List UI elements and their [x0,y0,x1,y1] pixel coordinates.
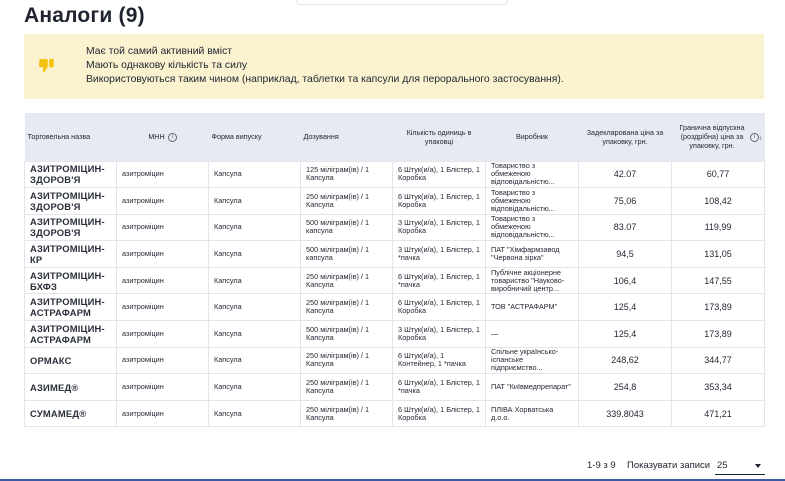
cell-dose: 250 міліграм(ів) / 1 Капсула [301,400,393,427]
table-row[interactable] [25,374,765,401]
col-header-inn[interactable]: МНН i [117,113,209,161]
cell-declared-price: 254,8 [579,374,672,401]
cell-form: Капсула [209,294,301,321]
cell-name: АЗИТРОМІЦИН-КР [25,241,117,268]
cell-declared-price: 125,4 [579,294,672,321]
cell-maker: Товариство з обмеженою відповідальністю... [486,161,579,188]
analogs-table [24,113,765,427]
cell-max-price: 131,05 [672,241,765,268]
info-line: Має той самий активний вміст [86,46,233,57]
cell-max-price: 147,55 [672,267,765,294]
cell-form: Капсула [209,161,301,188]
cell-inn: азитроміцин [117,347,209,374]
cell-name: АЗИТРОМІЦИН-БХФЗ [25,267,117,294]
cell-form: Капсула [209,214,301,241]
cell-inn: азитроміцин [117,161,209,188]
cell-qty: 6 Штук(и/а), 1 Блістер, 1 *пачка [393,267,486,294]
cell-dose: 250 міліграм(ів) / 1 Капсула [301,374,393,401]
cell-dose: 250 міліграм(ів) / 1 Капсула [301,347,393,374]
cell-form: Капсула [209,374,301,401]
cell-declared-price: 125,4 [579,321,672,348]
cell-name: АЗИМЕД® [25,374,117,401]
info-line: Використовуються таким чином (наприклад, таблетки та капсули для перорального застосування). [86,74,564,85]
cell-maker: Спільне українсько-іспанське підприємство... [486,347,579,374]
col-header-max-price[interactable]: Гранична відпускна (роздрібна) ціна за упаковку, грн. i ↓ [672,113,765,161]
cell-declared-price: 248,62 [579,347,672,374]
cell-qty: 6 Штук(и/а), 1 Блістер, 1 *пачка [393,374,486,401]
table-row[interactable] [25,214,765,241]
cell-form: Капсула [209,321,301,348]
table-row[interactable] [25,321,765,348]
cell-inn: азитроміцин [117,188,209,215]
cell-name: АЗИТРОМІЦИН-ЗДОРОВ'Я [25,161,117,188]
rows-per-page-label: Показувати записи [627,460,711,471]
col-header-name[interactable]: Торговельна назва [25,113,117,161]
table-row[interactable] [25,294,765,321]
cell-name: АЗИТРОМІЦИН-ЗДОРОВ'Я [25,188,117,215]
cell-maker: Товариство з обмеженою відповідальністю... [486,188,579,215]
chevron-down-icon [755,464,761,468]
cell-qty: 6 Штук(и/а), 1 Блістер, 1 Коробка [393,400,486,427]
cell-dose: 250 міліграм(ів) / 1 Капсула [301,294,393,321]
table-row[interactable] [25,188,765,215]
cell-name: АЗИТРОМІЦИН-АСТРАФАРМ [25,294,117,321]
cell-maker: ПАТ "Київмедпрепарат" [486,374,579,401]
cell-declared-price: 75,06 [579,188,672,215]
table-row[interactable] [25,161,765,188]
info-line: Мають однакову кількість та силу [86,60,248,71]
sort-arrow-icon[interactable]: ↓ [759,134,763,142]
table-row[interactable] [25,267,765,294]
table-row[interactable] [25,241,765,268]
cell-max-price: 173,89 [672,321,765,348]
cell-max-price: 353,34 [672,374,765,401]
cell-max-price: 108,42 [672,188,765,215]
cell-dose: 250 міліграм(ів) / 1 Капсула [301,188,393,215]
cell-qty: 6 Штук(и/а), 1 Блістер, 1 Коробка [393,161,486,188]
cell-declared-price: 83.07 [579,214,672,241]
col-header-declared-price[interactable]: Задекларована ціна за упаковку, грн. [579,113,672,161]
cell-form: Капсула [209,347,301,374]
cell-inn: азитроміцин [117,214,209,241]
cell-inn: азитроміцин [117,374,209,401]
cell-maker: — [486,321,579,348]
rows-per-page-value: 25 [717,460,728,471]
info-circle-icon[interactable]: i [750,133,759,142]
cell-maker: ТОВ "АСТРАФАРМ" [486,294,579,321]
cell-form: Капсула [209,400,301,427]
cell-qty: 6 Штук(и/а), 1 Блістер, 1 Коробка [393,294,486,321]
cell-form: Капсула [209,267,301,294]
col-header-maker[interactable]: Виробник [486,113,579,161]
cell-form: Капсула [209,188,301,215]
cell-qty: 6 Штук(и/а), 1 Контейнер, 1 *пачка [393,347,486,374]
rows-per-page-select[interactable] [715,458,765,475]
cell-qty: 3 Штук(и/а), 1 Блістер, 1 *пачка [393,241,486,268]
cell-dose: 500 міліграм(ів) / 1 капсула [301,214,393,241]
cell-dose: 250 міліграм(ів) / 1 Капсула [301,267,393,294]
cell-dose: 500 міліграм(ів) / 1 Капсула [301,321,393,348]
cell-inn: азитроміцин [117,321,209,348]
table-body [25,161,765,427]
cell-dose: 500 міліграм(ів) / 1 капсула [301,241,393,268]
info-lines [86,45,564,87]
cell-max-price: 119,99 [672,214,765,241]
cell-qty: 3 Штук(и/а), 1 Блістер, 1 Коробка [393,214,486,241]
col-header-qty[interactable]: Кількість одиниць в упаковці [393,113,486,161]
cell-maker: ПЛІВА Хорватська д.о.о. [486,400,579,427]
cell-max-price: 344,77 [672,347,765,374]
top-bar-stub [296,0,508,5]
cell-form: Капсула [209,241,301,268]
info-banner [24,34,764,99]
page-title: Аналоги (9) [24,4,145,27]
table-row[interactable] [25,400,765,427]
cell-max-price: 60,77 [672,161,765,188]
cell-declared-price: 42.07 [579,161,672,188]
cell-maker: Публічне акціонерне товариство "Науково-виробничий центр... [486,267,579,294]
cell-maker: Товариство з обмеженою відповідальністю... [486,214,579,241]
cell-name: ОРМАКС [25,347,117,374]
col-header-dose[interactable]: Дозування [301,113,393,161]
info-circle-icon[interactable]: i [168,133,177,142]
table-row[interactable] [25,347,765,374]
cell-maker: ПАТ "Хімфармзавод "Червона зірка" [486,241,579,268]
cell-inn: азитроміцин [117,400,209,427]
cell-declared-price: 106,4 [579,267,672,294]
thumb-down-icon [38,56,56,74]
cell-declared-price: 94,5 [579,241,672,268]
cell-name: АЗИТРОМІЦИН-ЗДОРОВ'Я [25,214,117,241]
cell-max-price: 471,21 [672,400,765,427]
cell-inn: азитроміцин [117,241,209,268]
cell-dose: 125 міліграм(ів) / 1 Капсула [301,161,393,188]
cell-qty: 6 Штук(и/а), 1 Блістер, 1 Коробка [393,188,486,215]
pagination-range: 1-9 з 9 [587,460,616,471]
cell-max-price: 173,89 [672,294,765,321]
cell-name: АЗИТРОМІЦИН-АСТРАФАРМ [25,321,117,348]
cell-inn: азитроміцин [117,294,209,321]
cell-declared-price: 339.8043 [579,400,672,427]
col-header-form[interactable]: Форма випуску [209,113,301,161]
cell-qty: 3 Штук(и/а), 1 Блістер, 1 Коробка [393,321,486,348]
cell-inn: азитроміцин [117,267,209,294]
cell-name: СУМАМЕД® [25,400,117,427]
